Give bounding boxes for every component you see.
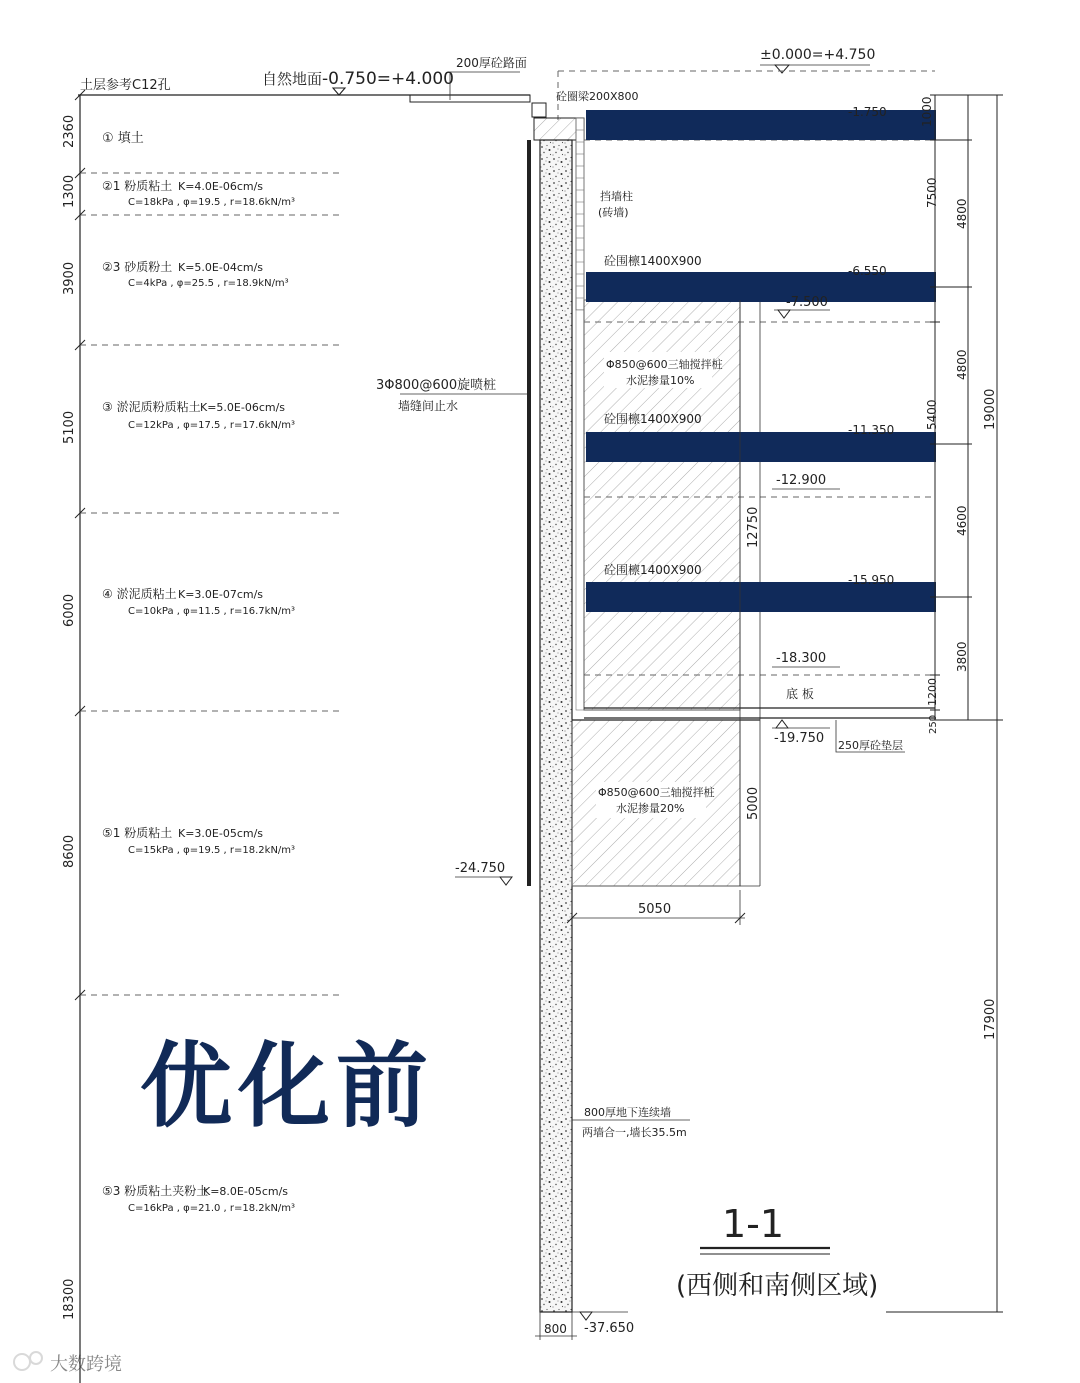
layer-properties: C=12kPa , φ=17.5 , r=17.6kN/m³ [128,420,296,431]
mix-pile-lower-sublabel: 水泥掺量20% [616,802,685,815]
layer-thickness: 1300 [62,174,77,208]
natural-ground-label: 自然地面 [262,70,323,88]
layer-thickness: 5100 [62,410,77,444]
stamp-title: 优化前 [140,1033,435,1140]
strut-elevation: -6.550 [848,264,887,278]
elevation-text: -12.900 [776,473,827,488]
dim-value: 3800 [955,641,969,672]
strut-elevation: -11.350 [848,423,895,437]
layer-permeability: K=8.0E-05cm/s [203,1185,289,1198]
section-subtitle: (西侧和南侧区域) [676,1271,879,1301]
diaphragm-wall-sublabel: 两墙合一,墙长35.5m [582,1126,687,1139]
elevation-text: -19.750 [774,731,825,746]
soil-layer-4 [102,399,295,431]
layer-properties: C=4kPa , φ=25.5 , r=18.9kN/m³ [128,278,289,289]
dim-value: 12750 [746,506,761,548]
dim-value: 4800 [955,198,969,229]
elev-mark-3 [772,651,840,667]
brick-wall-sublabel: (砖墙) [598,206,629,219]
dim-value: 250 [928,714,939,734]
jet-grout-pile [527,140,531,886]
layer-name: ②1 粉质粘土 [102,179,173,193]
mix-pile-lower-label: Φ850@600三轴搅拌桩 [598,786,715,799]
road-slab [410,95,530,102]
dim-5050 [567,890,745,925]
road-leader [450,72,520,100]
cushion-label: 250厚砼垫层 [838,739,903,752]
dim-value: 4800 [955,349,969,380]
watermark [14,1352,122,1375]
strut-label: 砼围檩1400X900 [604,563,702,577]
top-elevation: ±0.000=+4.750 [760,47,876,63]
layer-permeability: K=5.0E-04cm/s [178,261,264,274]
ground-elevation: -0.750=+4.000 [322,69,454,89]
elevation-marker [333,88,345,95]
soil-layer-2 [102,178,295,208]
layer-permeability: K=5.0E-06cm/s [200,401,286,414]
strut-elevation: -15.950 [848,573,895,587]
layer-permeability: K=3.0E-07cm/s [178,588,264,601]
top-elev-marker [775,65,789,73]
watermark-text: 大数跨境 [50,1354,122,1375]
layer-properties: C=18kPa , φ=19.5 , r=18.6kN/m³ [128,197,296,208]
layer-permeability: K=4.0E-06cm/s [178,180,264,193]
layer-properties: C=10kPa , φ=11.5 , r=16.7kN/m³ [128,606,296,617]
dim-value: 17900 [983,998,998,1040]
mix-pile-upper-sublabel: 水泥掺量10% [626,374,695,387]
crown-beam-label: 砼圈梁200X800 [556,90,639,103]
crown-beam-small [532,103,546,117]
layer-permeability: K=3.0E-05cm/s [178,827,264,840]
jet-bottom-marker [500,877,512,885]
soil-boundaries [80,173,340,995]
layer-properties: C=16kPa , φ=21.0 , r=18.2kN/m³ [128,1203,296,1214]
layer-name: ① 填土 [102,131,144,146]
layer-thickness: 18300 [62,1278,77,1320]
layer-thickness: 2360 [62,114,77,148]
dim-value: 5050 [638,902,672,917]
dim-12750 [740,300,761,720]
soil-layer-5 [102,586,295,617]
strut-elevation: -1.750 [848,105,887,119]
wall-bottom [535,1312,634,1340]
layer-name: ⑤1 粉质粘土 [102,826,173,840]
soil-layer-3 [102,259,289,289]
dim-value: 1200 [926,678,939,706]
layer-thickness: 6000 [62,593,77,627]
layer-name: ②3 砂质粉土 [102,260,173,274]
dim-value: 1000 [920,96,934,127]
dim-value: 19000 [983,388,998,430]
road-label: 200厚砼路面 [456,56,527,70]
base-slab-label: 底 板 [786,687,814,701]
dim-5000 [740,720,761,886]
soil-layer-1 [102,130,144,146]
jet-pile-label: 3Φ800@600旋喷桩 [376,378,497,393]
elev-mark-2 [772,473,840,489]
mix-pile-upper-label: Φ850@600三轴搅拌桩 [606,358,723,371]
dim-value: 4600 [955,505,969,536]
strut-label: 砼围檩1400X900 [604,412,702,426]
bore-ref-label: 土层参考C12孔 [80,78,171,93]
dim-value: 7500 [925,177,939,208]
elevation-text: -37.650 [584,1321,635,1336]
dim-value: 5000 [746,786,761,820]
soil-layer-7 [102,1183,295,1214]
dim-value: 5400 [925,399,939,430]
layer-properties: C=15kPa , φ=19.5 , r=18.2kN/m³ [128,845,296,856]
soil-layer-6 [102,825,295,856]
diaphragm-wall [540,140,572,1312]
jet-bottom-elev: -24.750 [455,861,506,876]
strut-label: 砼围檩1400X900 [604,254,702,268]
layer-name: ④ 淤泥质粘土 [102,587,177,601]
brick-wall-label: 挡墙柱 [600,190,633,203]
layer-thickness: 3900 [62,261,77,295]
elev-mark-bottom [772,720,905,752]
elevation-text: -18.300 [776,651,827,666]
diaphragm-wall-label: 800厚地下连续墙 [584,1106,671,1119]
elevation-text: -7.500 [786,295,828,310]
inner-lining [576,310,584,710]
wall-width: 800 [544,1322,567,1336]
layer-name: ③ 淤泥质粉质粘土 [102,400,201,414]
layer-thickness: 8600 [62,834,77,868]
section-title: 1-1 [722,1202,785,1246]
jet-pile-sublabel: 墙缝间止水 [398,399,459,413]
layer-name: ⑤3 粉质粘土夹粉土 [102,1184,209,1198]
